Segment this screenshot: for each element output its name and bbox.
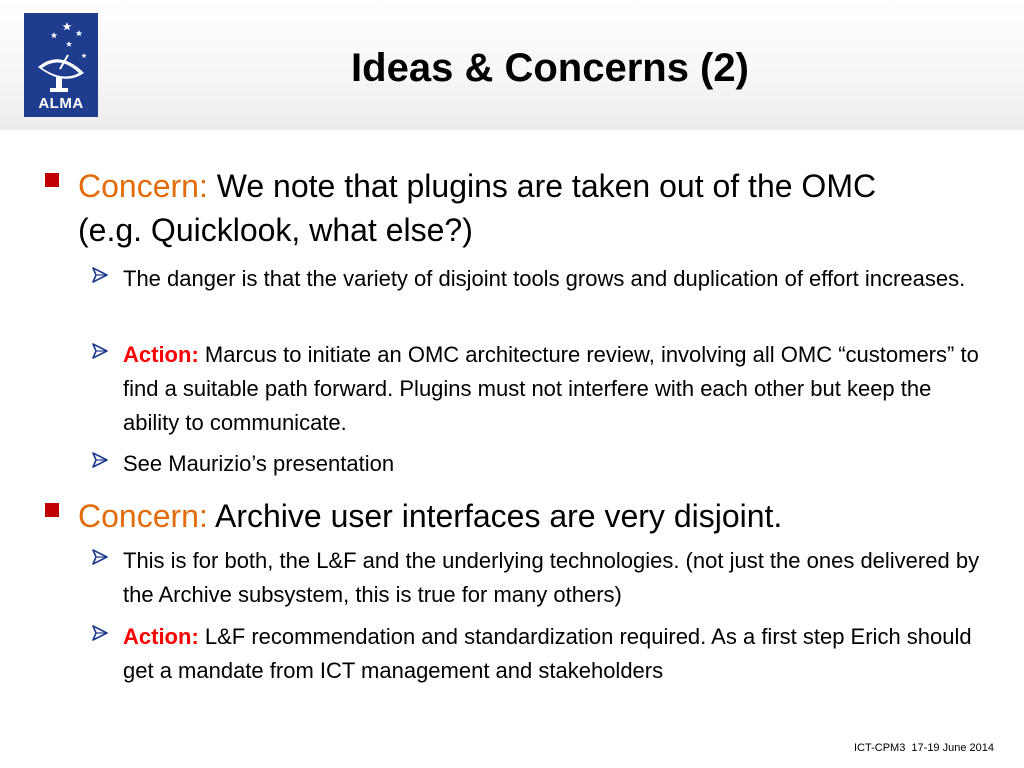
- logo-text: ALMA: [38, 95, 84, 112]
- arrow-bullet-icon: [90, 621, 110, 645]
- square-bullet-icon: [45, 173, 59, 187]
- concern-label: Concern:: [78, 498, 208, 534]
- bullet-body: We note that plugins are taken out of the OMC (e.g. Quicklook, what else?): [78, 168, 877, 248]
- bullet-text: [78, 164, 938, 252]
- sub-bullet-text: The danger is that the variety of disjoint tools grows and duplication of effort increases.: [123, 266, 966, 291]
- square-bullet-icon: [45, 503, 59, 517]
- slide-footer: ICT-CPM3 17-19 June 2014: [853, 742, 994, 754]
- bullet-text: [78, 494, 938, 538]
- sub-bullet-text: [123, 620, 983, 688]
- action-label: Action:: [123, 342, 199, 367]
- sub-bullet-text: [123, 338, 983, 440]
- arrow-bullet-icon: [90, 545, 110, 569]
- arrow-bullet-icon: [90, 263, 110, 287]
- bullet-body: Archive user interfaces are very disjoint.: [207, 498, 783, 534]
- sub-bullet-body: L&F recommendation and standardization required. As a first step Erich should get a mandate from ICT management and stakeholders: [123, 624, 972, 683]
- arrow-bullet-icon: [90, 448, 110, 472]
- arrow-bullet-icon: [90, 339, 110, 363]
- alma-logo: [24, 13, 98, 117]
- sub-bullet-text: See Maurizio’s presentation: [123, 451, 395, 476]
- concern-label: Concern:: [78, 168, 208, 204]
- sub-bullet-body: Marcus to initiate an OMC architecture review, involving all OMC “customers” to find a suitable path forward. Plugins must not interfere with each other but keep the ability to communicate.: [123, 342, 979, 435]
- sub-bullet-text: This is for both, the L&F and the underlying technologies. (not just the ones delivered by the Archive subsystem, this is true for many others): [123, 548, 980, 607]
- slide-header: [0, 0, 1024, 130]
- slide-title: Ideas & Concerns (2): [351, 46, 749, 90]
- action-label: Action:: [123, 624, 199, 649]
